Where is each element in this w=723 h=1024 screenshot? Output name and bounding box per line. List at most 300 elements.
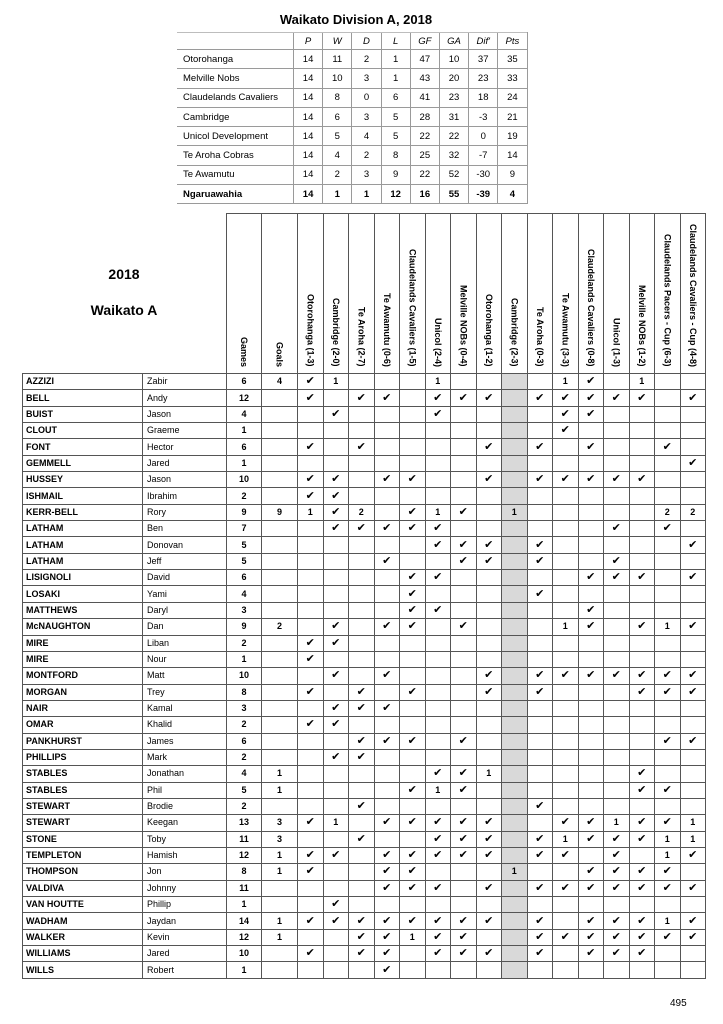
checkmark-icon: ✔ <box>662 930 672 943</box>
match-cell <box>629 472 655 488</box>
match-cell <box>374 651 400 667</box>
match-label: Unicol (2-4) <box>432 317 443 367</box>
league-stat-cell: 14 <box>294 88 323 107</box>
match-cell <box>476 831 502 847</box>
match-cell <box>655 537 681 553</box>
checkmark-icon: ✔ <box>611 669 621 682</box>
match-cell <box>451 897 477 913</box>
league-stat-cell: 20 <box>439 69 468 88</box>
match-cell <box>374 488 400 504</box>
match-cell <box>578 766 604 782</box>
games-cell: 12 <box>227 929 262 945</box>
match-cell <box>502 406 528 422</box>
goals-cell <box>262 521 298 537</box>
match-cell <box>629 897 655 913</box>
name-header-blank <box>23 214 227 374</box>
match-label: Claudelands Cavaliers (0-8) <box>585 249 596 367</box>
team-header <box>177 33 294 50</box>
match-cell <box>553 602 579 618</box>
match-goals: 1 <box>511 506 517 517</box>
league-stat-cell: 9 <box>498 165 527 184</box>
match-cell <box>578 929 604 945</box>
team-name-cell: Te Aroha Cobras <box>177 146 294 165</box>
match-cell <box>553 406 579 422</box>
match-goals: 2 <box>664 506 670 517</box>
match-cell <box>629 390 655 406</box>
match-cell <box>476 913 502 929</box>
match-cell <box>298 439 324 455</box>
match-cell <box>476 537 502 553</box>
player-row <box>23 864 706 880</box>
games-header-label: Games <box>239 336 249 367</box>
match-cell <box>655 913 681 929</box>
match-cell <box>425 962 451 978</box>
match-cell <box>451 782 477 798</box>
match-cell <box>451 668 477 684</box>
match-cell <box>451 586 477 602</box>
league-stat-cell: -3 <box>469 107 498 126</box>
match-cell <box>680 700 706 716</box>
match-cell <box>451 929 477 945</box>
goals-cell <box>262 717 298 733</box>
goals-cell <box>262 488 298 504</box>
checkmark-icon: ✔ <box>331 407 341 420</box>
match-cell <box>349 864 375 880</box>
match-cell <box>476 717 502 733</box>
checkmark-icon: ✔ <box>458 538 468 551</box>
match-goals: 1 <box>435 784 441 795</box>
team-name-cell: Cambridge <box>177 107 294 126</box>
player-row <box>23 847 706 863</box>
match-cell <box>578 782 604 798</box>
surname-cell: PANKHURST <box>23 733 143 749</box>
player-row <box>23 521 706 537</box>
checkmark-icon: ✔ <box>331 473 341 486</box>
match-cell <box>374 472 400 488</box>
checkmark-icon: ✔ <box>535 669 545 682</box>
league-stat-cell: 28 <box>410 107 439 126</box>
match-cell <box>553 390 579 406</box>
checkmark-icon: ✔ <box>407 914 417 927</box>
match-cell <box>578 586 604 602</box>
checkmark-icon: ✔ <box>586 947 596 960</box>
match-cell <box>374 553 400 569</box>
match-cell <box>374 815 400 831</box>
match-cell <box>425 504 451 520</box>
checkmark-icon: ✔ <box>688 849 698 862</box>
goals-cell <box>262 439 298 455</box>
match-cell <box>680 897 706 913</box>
match-cell <box>655 521 681 537</box>
match-cell <box>476 619 502 635</box>
match-cell <box>476 749 502 765</box>
checkmark-icon: ✔ <box>382 554 392 567</box>
match-cell <box>374 700 400 716</box>
match-cell <box>604 570 630 586</box>
match-label: Claudelands Cavaliers (1-5) <box>407 249 418 367</box>
match-label: Te Aroha (2-7) <box>356 307 367 367</box>
player-row <box>23 831 706 847</box>
match-cell <box>476 488 502 504</box>
match-cell <box>298 749 324 765</box>
match-cell <box>298 423 324 439</box>
match-goals: 1 <box>511 866 517 877</box>
league-stat-cell: 2 <box>323 165 352 184</box>
match-cell <box>400 374 426 390</box>
match-cell <box>680 488 706 504</box>
player-row <box>23 700 706 716</box>
player-row <box>23 439 706 455</box>
league-stat-cell: 5 <box>323 127 352 146</box>
goals-cell <box>262 635 298 651</box>
match-cell <box>451 439 477 455</box>
player-row <box>23 733 706 749</box>
surname-cell: BUIST <box>23 406 143 422</box>
match-cell <box>349 668 375 684</box>
match-cell <box>298 472 324 488</box>
checkmark-icon: ✔ <box>407 620 417 633</box>
match-cell <box>298 798 324 814</box>
match-cell <box>298 946 324 962</box>
goals-cell: 1 <box>262 782 298 798</box>
match-cell <box>298 929 324 945</box>
league-stat-cell: 10 <box>439 50 468 69</box>
match-cell <box>655 749 681 765</box>
checkmark-icon: ✔ <box>611 930 621 943</box>
match-cell <box>425 455 451 471</box>
checkmark-icon: ✔ <box>305 849 315 862</box>
match-cell <box>629 864 655 880</box>
match-cell <box>298 651 324 667</box>
match-cell <box>323 831 349 847</box>
match-cell <box>451 488 477 504</box>
checkmark-icon: ✔ <box>611 947 621 960</box>
match-cell <box>400 651 426 667</box>
games-cell: 11 <box>227 831 262 847</box>
match-cell <box>451 537 477 553</box>
checkmark-icon: ✔ <box>382 930 392 943</box>
player-row <box>23 749 706 765</box>
match-cell <box>578 635 604 651</box>
games-cell: 9 <box>227 504 262 520</box>
match-cell <box>578 374 604 390</box>
league-stat-cell: 8 <box>323 88 352 107</box>
league-stat-cell: 14 <box>294 69 323 88</box>
match-cell <box>400 700 426 716</box>
match-cell <box>655 897 681 913</box>
first-name-cell: Dan <box>143 619 227 635</box>
league-row <box>177 146 527 165</box>
match-cell <box>476 635 502 651</box>
league-stat-cell: 14 <box>294 146 323 165</box>
checkmark-icon: ✔ <box>458 947 468 960</box>
surname-cell: STONE <box>23 831 143 847</box>
checkmark-icon: ✔ <box>407 473 417 486</box>
checkmark-icon: ✔ <box>305 473 315 486</box>
league-column-header: GF <box>410 33 439 50</box>
checkmark-icon: ✔ <box>637 767 647 780</box>
match-header <box>502 214 528 374</box>
match-cell <box>374 602 400 618</box>
match-cell <box>400 439 426 455</box>
goals-cell: 3 <box>262 831 298 847</box>
match-cell <box>425 913 451 929</box>
checkmark-icon: ✔ <box>356 751 366 764</box>
match-cell <box>476 897 502 913</box>
match-cell <box>425 700 451 716</box>
checkmark-icon: ✔ <box>305 636 315 649</box>
checkmark-icon: ✔ <box>433 832 443 845</box>
league-stat-cell: -30 <box>469 165 498 184</box>
match-cell <box>680 504 706 520</box>
checkmark-icon: ✔ <box>305 914 315 927</box>
match-cell <box>527 847 553 863</box>
checkmark-icon: ✔ <box>484 473 494 486</box>
match-cell <box>680 423 706 439</box>
match-cell <box>553 864 579 880</box>
checkmark-icon: ✔ <box>305 947 315 960</box>
checkmark-icon: ✔ <box>535 391 545 404</box>
match-cell <box>553 815 579 831</box>
match-cell <box>323 864 349 880</box>
surname-cell: NAIR <box>23 700 143 716</box>
season-year: 2018 <box>108 266 140 282</box>
checkmark-icon: ✔ <box>382 816 392 829</box>
match-cell <box>349 962 375 978</box>
league-header-row <box>177 33 527 50</box>
match-cell <box>425 586 451 602</box>
match-cell <box>502 586 528 602</box>
match-cell <box>502 635 528 651</box>
league-stat-cell: 35 <box>498 50 527 69</box>
goals-cell <box>262 897 298 913</box>
match-cell <box>349 472 375 488</box>
checkmark-icon: ✔ <box>586 620 596 633</box>
match-cell <box>400 880 426 896</box>
player-row <box>23 913 706 929</box>
player-row <box>23 798 706 814</box>
checkmark-icon: ✔ <box>637 865 647 878</box>
match-cell <box>451 651 477 667</box>
match-cell <box>578 390 604 406</box>
match-cell <box>578 717 604 733</box>
player-row <box>23 962 706 978</box>
checkmark-icon: ✔ <box>611 849 621 862</box>
match-goals: 1 <box>613 817 619 828</box>
player-row <box>23 651 706 667</box>
checkmark-icon: ✔ <box>458 783 468 796</box>
checkmark-icon: ✔ <box>382 702 392 715</box>
match-cell <box>604 815 630 831</box>
match-cell <box>298 700 324 716</box>
match-cell <box>374 439 400 455</box>
checkmark-icon: ✔ <box>433 930 443 943</box>
first-name-cell: Graeme <box>143 423 227 439</box>
match-cell <box>680 831 706 847</box>
games-cell: 6 <box>227 374 262 390</box>
league-stat-cell: 24 <box>498 88 527 107</box>
surname-cell: STABLES <box>23 766 143 782</box>
match-cell <box>578 880 604 896</box>
match-cell <box>578 913 604 929</box>
match-cell <box>680 913 706 929</box>
league-stat-cell: 14 <box>294 185 323 204</box>
match-cell <box>476 864 502 880</box>
match-cell <box>298 406 324 422</box>
match-cell <box>476 733 502 749</box>
league-row <box>177 127 527 146</box>
match-cell <box>502 521 528 537</box>
match-cell <box>604 880 630 896</box>
match-cell <box>400 897 426 913</box>
match-cell <box>680 946 706 962</box>
first-name-cell: Hamish <box>143 847 227 863</box>
match-cell <box>553 749 579 765</box>
match-cell <box>425 570 451 586</box>
match-cell <box>374 831 400 847</box>
match-cell <box>451 962 477 978</box>
match-cell <box>655 472 681 488</box>
match-cell <box>502 374 528 390</box>
match-cell <box>425 880 451 896</box>
player-row <box>23 406 706 422</box>
checkmark-icon: ✔ <box>407 783 417 796</box>
match-cell <box>527 651 553 667</box>
goals-cell <box>262 553 298 569</box>
league-stat-cell: 4 <box>352 127 381 146</box>
match-cell <box>604 374 630 390</box>
games-cell: 2 <box>227 798 262 814</box>
match-cell <box>629 521 655 537</box>
match-header <box>553 214 579 374</box>
match-cell <box>374 717 400 733</box>
match-cell <box>655 570 681 586</box>
first-name-cell: Mark <box>143 749 227 765</box>
league-stat-cell: 47 <box>410 50 439 69</box>
checkmark-icon: ✔ <box>356 930 366 943</box>
match-cell <box>374 798 400 814</box>
match-cell <box>502 733 528 749</box>
match-cell <box>527 635 553 651</box>
match-cell <box>604 864 630 880</box>
match-cell <box>349 374 375 390</box>
first-name-cell: Rory <box>143 504 227 520</box>
match-cell <box>476 651 502 667</box>
player-row <box>23 472 706 488</box>
checkmark-icon: ✔ <box>535 914 545 927</box>
first-name-cell: Phillip <box>143 897 227 913</box>
league-stat-cell: 3 <box>352 165 381 184</box>
match-cell <box>629 423 655 439</box>
checkmark-icon: ✔ <box>688 620 698 633</box>
match-cell <box>680 847 706 863</box>
match-goals: 1 <box>333 817 339 828</box>
first-name-cell: Robert <box>143 962 227 978</box>
match-cell <box>400 423 426 439</box>
match-cell <box>629 880 655 896</box>
match-cell <box>578 570 604 586</box>
match-label: Claudelands Pacers - Cup (6-3) <box>662 234 673 367</box>
match-cell <box>502 946 528 962</box>
checkmark-icon: ✔ <box>535 473 545 486</box>
checkmark-icon: ✔ <box>407 734 417 747</box>
match-cell <box>553 668 579 684</box>
games-cell: 11 <box>227 880 262 896</box>
checkmark-icon: ✔ <box>331 489 341 502</box>
checkmark-icon: ✔ <box>637 930 647 943</box>
player-row <box>23 929 706 945</box>
league-stat-cell: 14 <box>294 107 323 126</box>
match-cell <box>502 472 528 488</box>
match-cell <box>553 537 579 553</box>
match-cell <box>553 880 579 896</box>
checkmark-icon: ✔ <box>433 603 443 616</box>
checkmark-icon: ✔ <box>637 881 647 894</box>
match-cell <box>527 374 553 390</box>
match-cell <box>553 570 579 586</box>
match-cell <box>425 374 451 390</box>
match-cell <box>400 733 426 749</box>
checkmark-icon: ✔ <box>407 522 417 535</box>
checkmark-icon: ✔ <box>407 603 417 616</box>
match-cell <box>374 635 400 651</box>
match-cell <box>323 717 349 733</box>
checkmark-icon: ✔ <box>331 718 341 731</box>
match-cell <box>553 521 579 537</box>
checkmark-icon: ✔ <box>560 816 570 829</box>
match-cell <box>680 586 706 602</box>
match-cell <box>502 815 528 831</box>
checkmark-icon: ✔ <box>331 751 341 764</box>
checkmark-icon: ✔ <box>433 391 443 404</box>
team-name-cell: Unicol Development <box>177 127 294 146</box>
games-cell: 14 <box>227 913 262 929</box>
checkmark-icon: ✔ <box>407 505 417 518</box>
match-cell <box>476 815 502 831</box>
checkmark-icon: ✔ <box>433 849 443 862</box>
match-cell <box>349 488 375 504</box>
grid-header-row <box>23 214 706 374</box>
match-cell <box>604 553 630 569</box>
checkmark-icon: ✔ <box>484 849 494 862</box>
match-cell <box>323 619 349 635</box>
match-cell <box>655 635 681 651</box>
match-cell <box>655 782 681 798</box>
match-cell <box>629 602 655 618</box>
checkmark-icon: ✔ <box>407 571 417 584</box>
match-cell <box>527 390 553 406</box>
first-name-cell: Jared <box>143 455 227 471</box>
match-cell <box>298 897 324 913</box>
league-stat-cell: 18 <box>469 88 498 107</box>
match-cell <box>323 651 349 667</box>
league-stat-cell: 22 <box>410 165 439 184</box>
match-cell <box>425 635 451 651</box>
match-cell <box>400 390 426 406</box>
match-cell <box>323 472 349 488</box>
first-name-cell: David <box>143 570 227 586</box>
match-goals: 1 <box>409 931 415 942</box>
checkmark-icon: ✔ <box>535 930 545 943</box>
goals-cell <box>262 749 298 765</box>
match-cell <box>604 717 630 733</box>
checkmark-icon: ✔ <box>305 653 315 666</box>
checkmark-icon: ✔ <box>688 685 698 698</box>
surname-cell: WILLIAMS <box>23 946 143 962</box>
match-cell <box>527 766 553 782</box>
match-cell <box>629 749 655 765</box>
checkmark-icon: ✔ <box>662 669 672 682</box>
